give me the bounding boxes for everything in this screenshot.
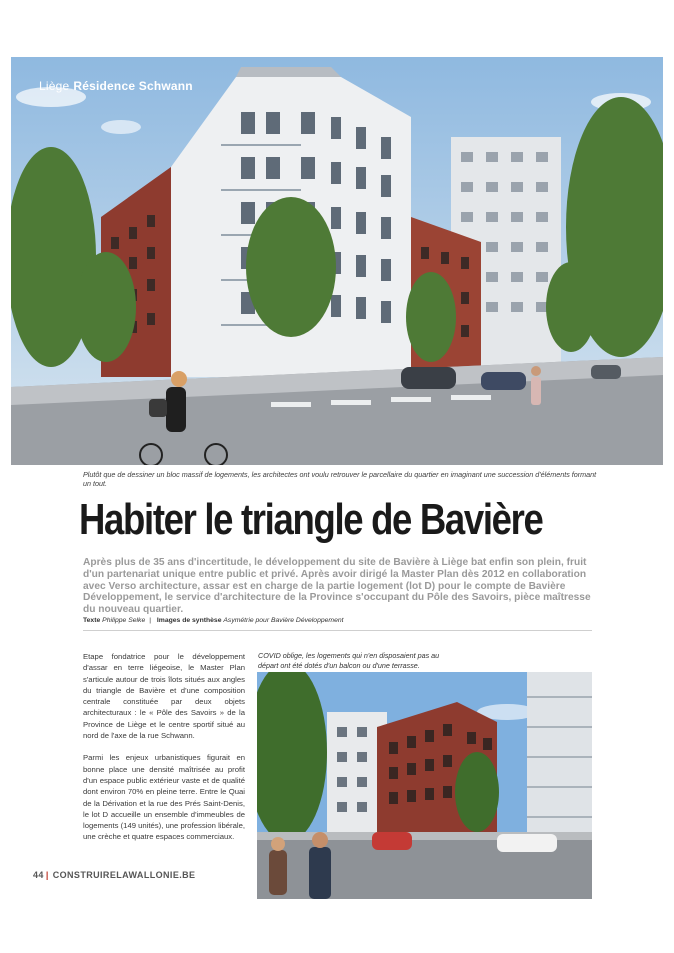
body-paragraph-1: Etape fondatrice pour le développement d'assar en terre liégeoise, le Master Plan s'articule autour de trois îlots situés aux angles du triangle de Bavière et d'une composition centrale constituée par deux objets architecturaux : le « Pôle des Savoirs » de la Province de Liège et le centre sportif situé au nord de l'axe de la rue Schwann. bbox=[83, 652, 245, 741]
site-name: CONSTRUIRELAWALLONIE.BE bbox=[52, 870, 196, 880]
credit-text-value: Philippe Selke bbox=[102, 617, 146, 624]
article-credits bbox=[83, 617, 344, 624]
article-title: Habiter le triangle de Bavière bbox=[79, 495, 543, 544]
page-number: 44 bbox=[33, 870, 44, 880]
section-kicker bbox=[39, 79, 193, 93]
credit-separator: | bbox=[149, 617, 151, 624]
hero-image bbox=[11, 57, 663, 465]
credit-images-value: Asymétrie pour Bavière Développement bbox=[223, 617, 344, 624]
secondary-illustration bbox=[257, 672, 592, 899]
footer-separator: | bbox=[45, 870, 49, 880]
photo-caption: COVID oblige, les logements qui n'en disposaient pas au départ ont été dotés d'un balcon ou d'une terrasse. bbox=[258, 651, 440, 670]
divider bbox=[83, 630, 592, 631]
body-column bbox=[83, 651, 245, 854]
kicker-place: Liège bbox=[39, 79, 70, 93]
hero-illustration bbox=[11, 57, 663, 465]
body-paragraph-2: Parmi les enjeux urbanistiques figurait en bonne place une densité maîtrisée au profit d'un espace public extérieur vaste et de qualité dont environ 70% en pleine terre. Entre le Quai de la Dérivation et la rue des Prés Saint-Denis, le lot D accueille un ensemble d'immeubles de logements (149 unités), une profession libérale, une crèche et quatre espaces commerciaux. bbox=[83, 753, 245, 842]
kicker-project: Résidence Schwann bbox=[73, 79, 193, 93]
hero-caption: Plutôt que de dessiner un bloc massif de logements, les architectes ont voulu retrouver le parcellaire du quartier en imaginant une succession d'éléments formant un tout. bbox=[83, 470, 597, 488]
credit-images-label: Images de synthèse bbox=[156, 617, 222, 624]
article-lede: Après plus de 35 ans d'incertitude, le développement du site de Bavière à Liège bat enfin son plein, fruit d'un partenariat unique entre public et privé. Après avoir dirigé la Master Plan dès 2012 en collaboration avec Verso architecture, assar est en charge de la partie logement (lot D) pour le compte de Bavière Développement, le service d'architecture de la Province s'occupant du Pôle des Savoirs, pièce maîtresse du nouveau quartier. bbox=[83, 557, 591, 616]
secondary-image bbox=[257, 672, 592, 899]
credit-text-label: Texte bbox=[83, 617, 101, 624]
page-footer bbox=[33, 870, 195, 880]
